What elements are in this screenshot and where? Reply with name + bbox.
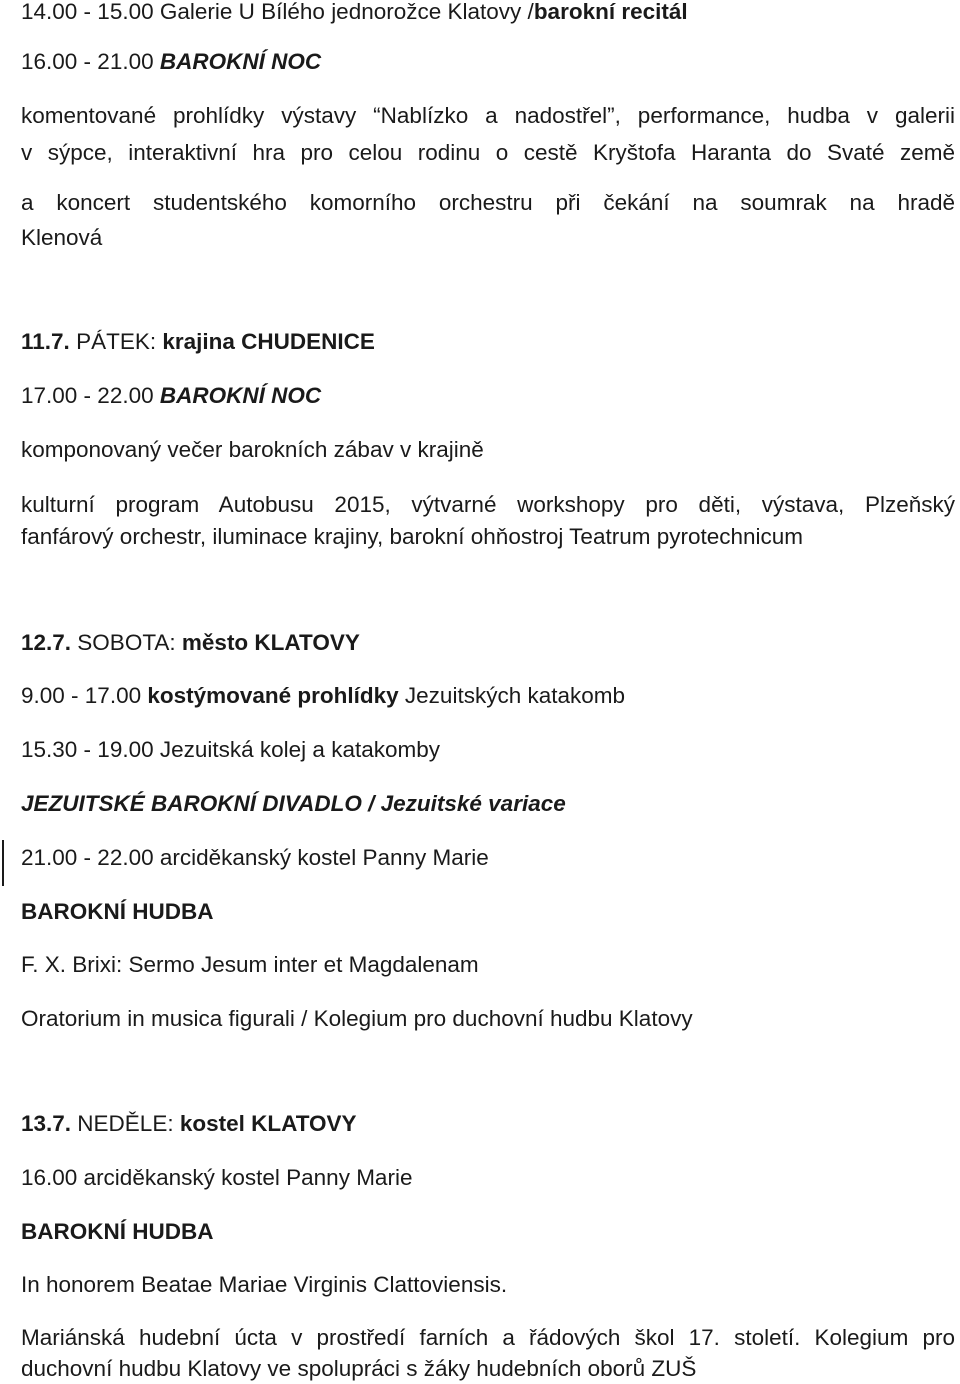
event-time-text: 17.00 - 22.00: [21, 383, 160, 408]
event-line-kolej: 15.30 - 19.00 Jezuitská kolej a katakomby: [21, 737, 440, 762]
paragraph-line: komponovaný večer barokních zábav v krajině: [21, 437, 484, 462]
paragraph-line: a koncert studentského komorního orchestru při čekání na soumrak na hradě: [21, 190, 955, 215]
paragraph-line: v sýpce, interaktivní hra pro celou rodinu o cestě Kryštofa Haranta do Svaté země: [21, 140, 955, 165]
paragraph-line: Klenová: [21, 225, 103, 250]
paragraph-line: kulturní program Autobusu 2015, výtvarné workshopy pro děti, výstava, Plzeňský: [21, 492, 955, 517]
day-date: 13.7.: [21, 1111, 72, 1136]
event-title-barokni-hudba-1: BAROKNÍ HUDBA: [21, 899, 214, 924]
day-name: NEDĚLE:: [71, 1111, 180, 1136]
paragraph-line: duchovní hudbu Klatovy ve spolupráci s žáky hudebních oborů ZUŠ: [21, 1356, 697, 1381]
paragraph-line: In honorem Beatae Mariae Virginis Clattoviensis.: [21, 1272, 508, 1297]
day-name: SOBOTA:: [71, 630, 182, 655]
paragraph-line: komentované prohlídky výstavy “Nablízko a nadostřel”, performance, hudba v galerii: [21, 103, 955, 128]
event-time-text: 9.00 - 17.00: [21, 683, 148, 708]
event-line-barokni-noc-1: [21, 49, 321, 75]
paragraph-line: Mariánská hudební úcta v prostředí farních a řádových škol 17. století. Kolegium pro: [21, 1325, 955, 1350]
event-line-barokni-noc-2: [21, 383, 321, 409]
event-line-galerie: [21, 0, 688, 25]
event-title-bold: barokní recitál: [533, 0, 688, 24]
day-date: 11.7.: [21, 329, 70, 354]
event-title-barokni-hudba-2: BAROKNÍ HUDBA: [21, 1219, 214, 1244]
event-time-text: 16.00 - 21.00: [21, 49, 160, 74]
day-place: město KLATOVY: [181, 630, 360, 655]
day-heading-patek: [21, 329, 375, 355]
event-line-kostel-2: 16.00 arciděkanský kostel Panny Marie: [21, 1165, 413, 1190]
day-place: kostel KLATOVY: [179, 1111, 357, 1136]
day-heading-nedele: [21, 1111, 357, 1137]
paragraph-line: Oratorium in musica figurali / Kolegium pro duchovní hudbu Klatovy: [21, 1006, 693, 1031]
day-heading-sobota: [21, 630, 360, 656]
event-title-divadlo: JEZUITSKÉ BAROKNÍ DIVADLO / Jezuitské variace: [21, 791, 566, 816]
paragraph-line: fanfárový orchestr, iluminace krajiny, barokní ohňostroj Teatrum pyrotechnicum: [21, 524, 804, 549]
day-name: PÁTEK:: [69, 329, 163, 354]
day-date: 12.7.: [21, 630, 72, 655]
paragraph-line: F. X. Brixi: Sermo Jesum inter et Magdalenam: [21, 952, 479, 977]
event-title-bold: kostýmované prohlídky: [147, 683, 399, 708]
event-title-bold-italic: BAROKNÍ NOC: [159, 49, 322, 74]
event-title-bold-italic: BAROKNÍ NOC: [159, 383, 322, 408]
event-line-kostel-1: 21.00 - 22.00 arciděkanský kostel Panny Marie: [21, 845, 489, 870]
change-bar: [2, 840, 4, 886]
day-place: krajina CHUDENICE: [162, 329, 375, 354]
event-time-text: 14.00 - 15.00 Galerie U Bílého jednorožce Klatovy /: [21, 0, 534, 24]
event-line-prohlidky: [21, 683, 625, 709]
event-rest-text: Jezuitských katakomb: [398, 683, 626, 708]
